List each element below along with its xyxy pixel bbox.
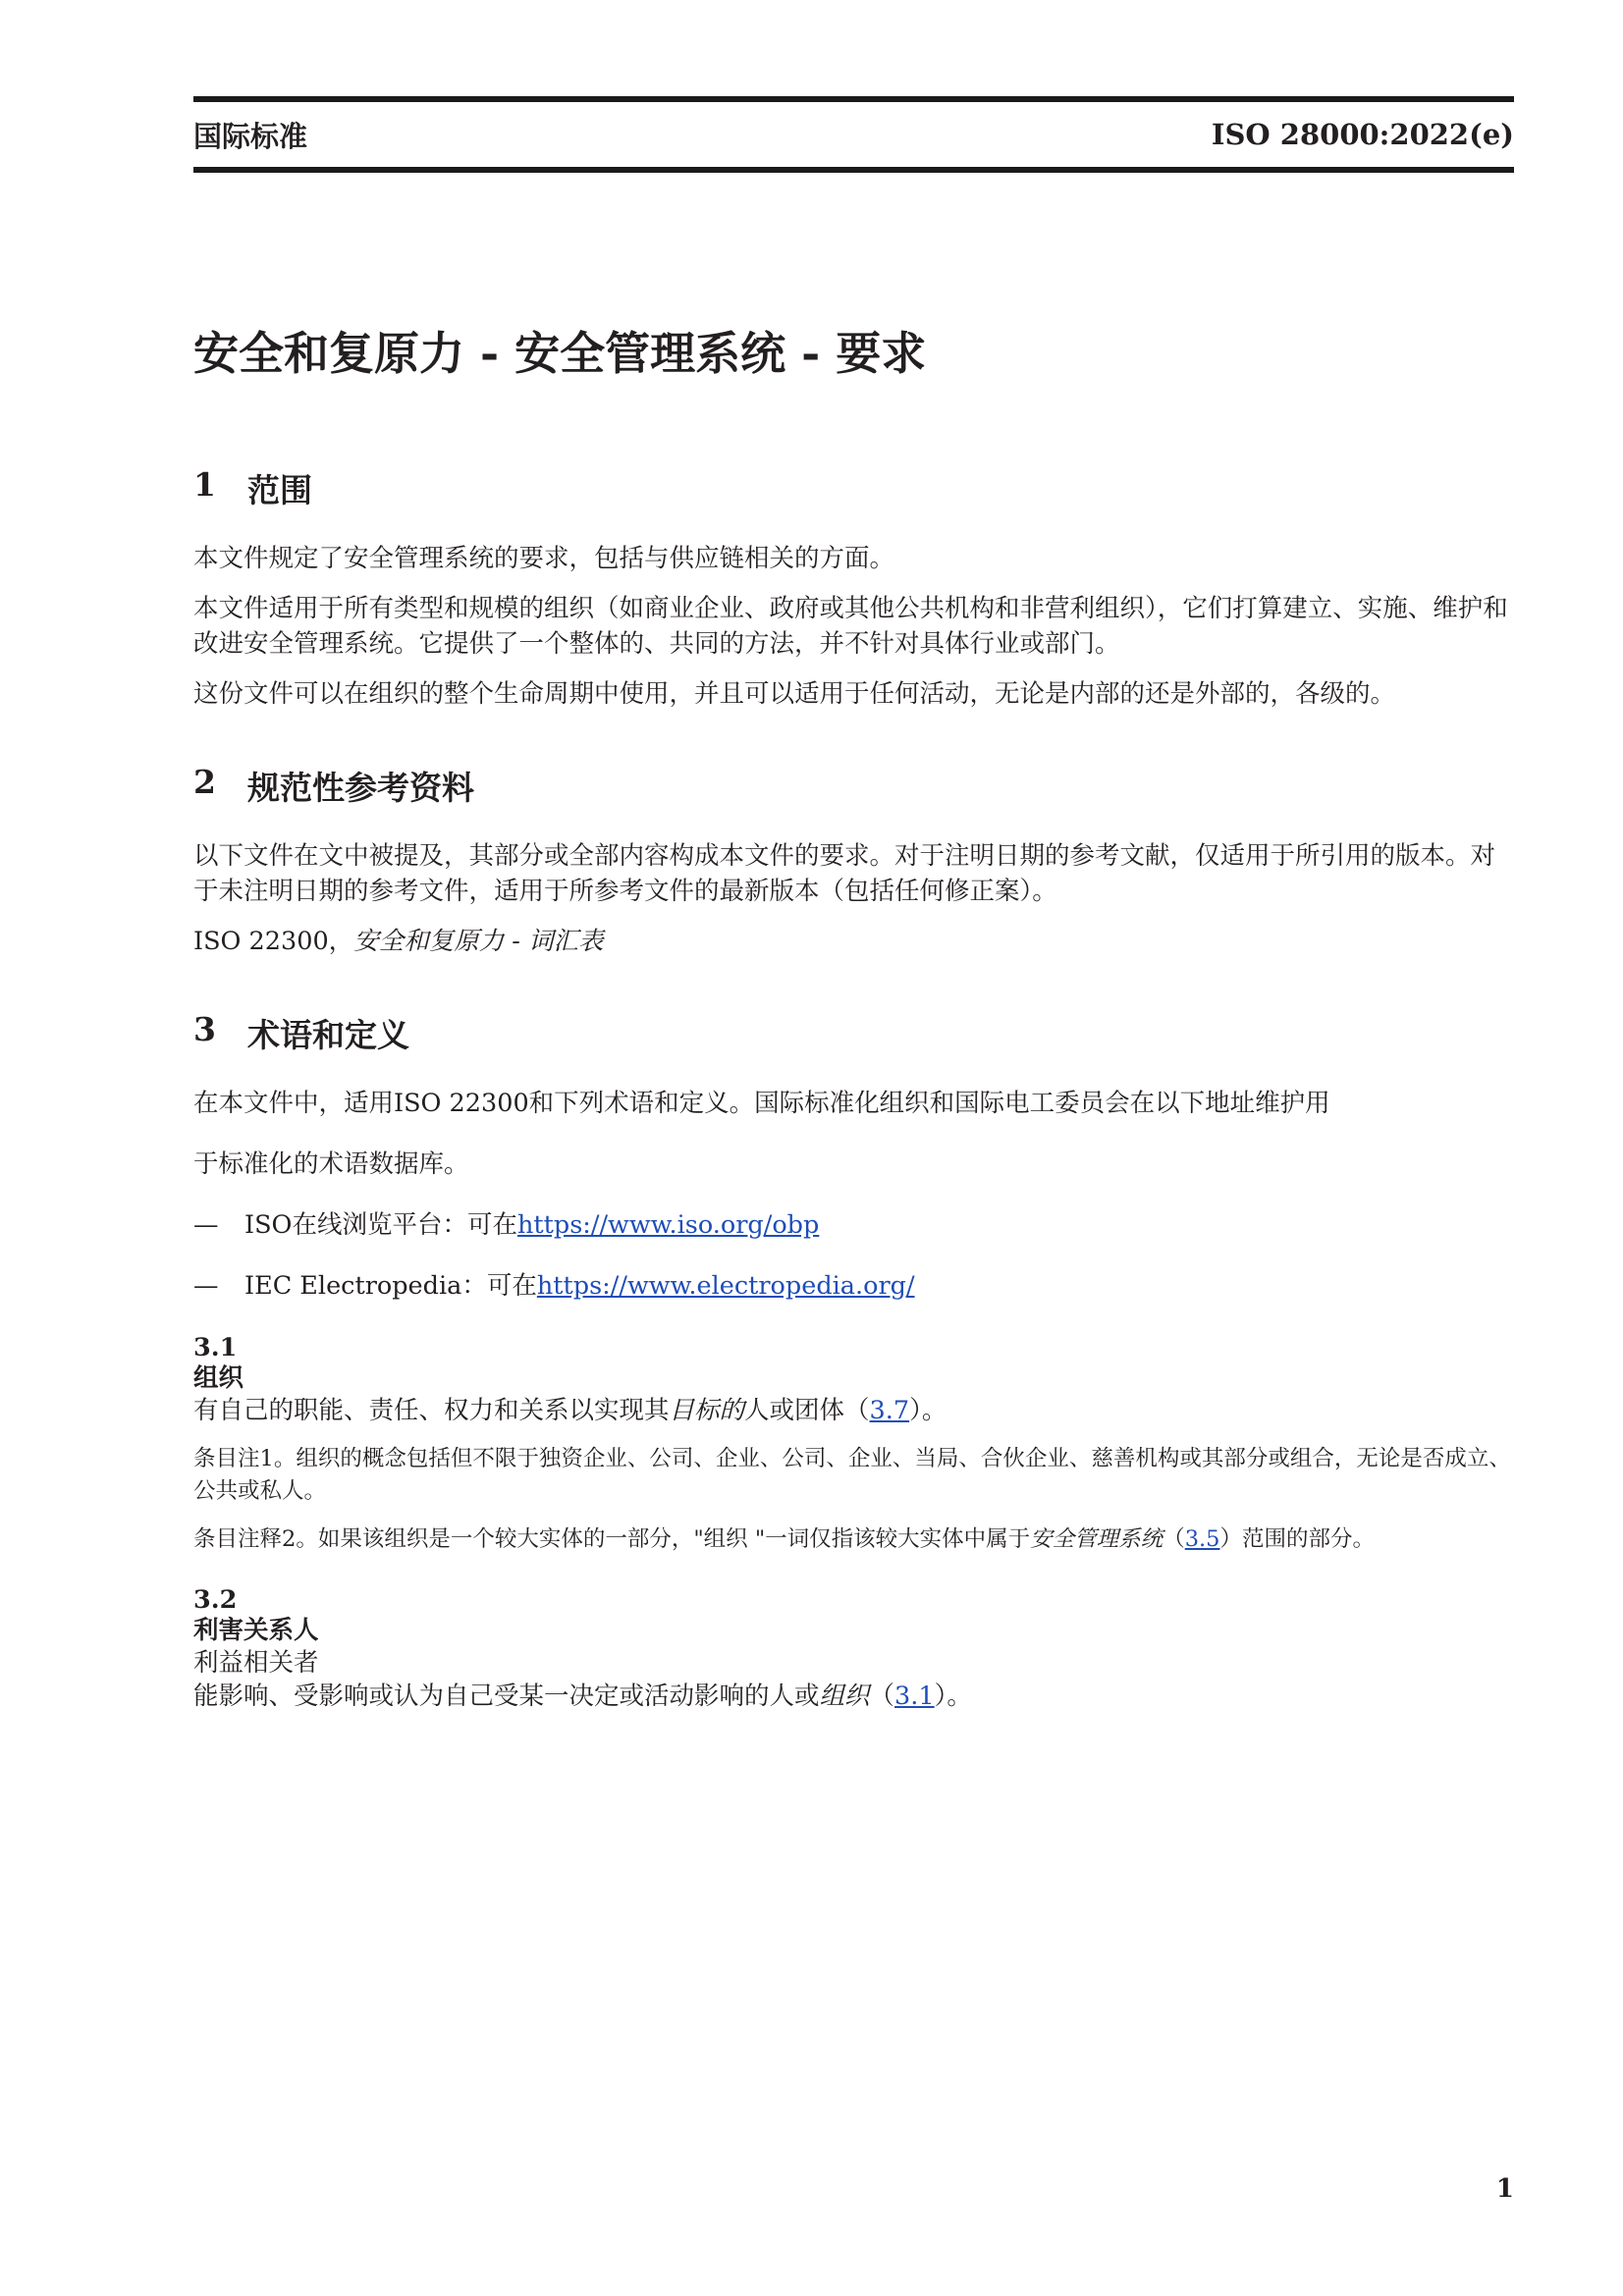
dash-bullet: — [193,1210,219,1240]
standard-id: ISO 28000:2022(e) [1211,118,1514,151]
term-note-1: 条目注1。组织的概念包括但不限于独资企业、公司、企业、公司、企业、当局、合伙企业、慈善机构或其部分或组合，无论是否成立、公共或私人。 [193,1446,1511,1504]
section-number: 3 [193,1010,216,1048]
note-text: （ [1163,1526,1185,1552]
header-label: 国际标准 [193,119,308,153]
reference-id: ISO 22300， [193,927,354,956]
definition-text: ）。 [934,1682,972,1711]
definition-text: 有自己的职能、责任、权力和关系以实现其 [193,1396,670,1425]
section-title: 范围 [247,471,312,509]
reference-entry [193,924,1514,959]
section-number: 1 [193,465,216,504]
electropedia-link[interactable]: https://www.electropedia.org/ [536,1271,915,1301]
list-item-iso-obp [193,1207,1514,1243]
section-heading-normative-references [193,763,1514,809]
term-definition [193,1680,1514,1713]
list-item-electropedia [193,1268,1514,1304]
section-number: 2 [193,763,216,801]
document-page [193,96,1514,1713]
section-heading-terms [193,1010,1514,1056]
section-heading-scope [193,465,1514,511]
note-italic: 安全管理系统 [1030,1526,1163,1552]
definition-italic: 目标的 [669,1396,745,1425]
note-text: ）范围的部分。 [1219,1526,1376,1552]
term-name: 组织 [193,1363,244,1393]
document-title: 安全和复原力 - 安全管理系统 - 要求 [193,327,927,380]
term-name: 利害关系人 [193,1616,319,1645]
definition-text: ）。 [909,1396,947,1425]
section-title: 术语和定义 [247,1016,409,1054]
definition-italic: 组织 [819,1682,870,1711]
term-ref-link[interactable]: 3.7 [869,1396,910,1425]
scope-paragraph-1: 本文件规定了安全管理系统的要求，包括与供应链相关的方面。 [193,544,895,573]
term-ref-link[interactable]: 3.1 [894,1682,935,1711]
references-paragraph: 以下文件在文中被提及，其部分或全部内容构成本文件的要求。对于注明日期的参考文献，仅适用于所引用的版本。对于未注明日期的参考文件，适用于所参考文件的最新版本（包括任何修正案）。 [193,841,1496,906]
term-admitted-synonym: 利益相关者 [193,1648,319,1678]
scope-paragraph-2: 本文件适用于所有类型和规模的组织（如商业企业、政府或其他公共机构和非营利组织），它们打算建立、实施、维护和改进安全管理系统。它提供了一个整体的、共同的方法，并不针对具体行业或部门。 [193,594,1508,659]
scope-paragraph-3: 这份文件可以在组织的整个生命周期中使用，并且可以适用于任何活动，无论是内部的还是外部的，各级的。 [193,679,1396,709]
terms-paragraph-2: 于标准化的术语数据库。 [193,1149,469,1179]
list-item-text: ISO在线浏览平台：可在 [244,1210,517,1240]
term-number: 3.2 [193,1585,238,1615]
term-definition [193,1394,1514,1427]
page-number: 1 [1495,2174,1514,2204]
header-bottom-rule [193,167,1514,173]
term-note-2 [193,1523,1514,1556]
list-item-text: IEC Electropedia：可在 [244,1271,537,1301]
dash-bullet: — [193,1271,219,1301]
term-number: 3.1 [193,1333,238,1362]
term-ref-link[interactable]: 3.5 [1184,1526,1220,1552]
definition-text: 人或团体（ [744,1396,870,1425]
definition-text: 能影响、受影响或认为自己受某一决定或活动影响的人或 [193,1682,820,1711]
iso-obp-link[interactable]: https://www.iso.org/obp [516,1210,820,1240]
note-text: 条目注释2。如果该组织是一个较大实体的一部分，"组织 "一词仅指该较大实体中属于 [193,1526,1031,1552]
reference-title: 安全和复原力 - 词汇表 [353,927,604,956]
terms-paragraph-1: 在本文件中，适用ISO 22300和下列术语和定义。国际标准化组织和国际电工委员会在以下地址维护用 [193,1089,1330,1118]
section-title: 规范性参考资料 [247,769,474,807]
page-header [193,102,1514,167]
definition-text: （ [869,1682,895,1711]
